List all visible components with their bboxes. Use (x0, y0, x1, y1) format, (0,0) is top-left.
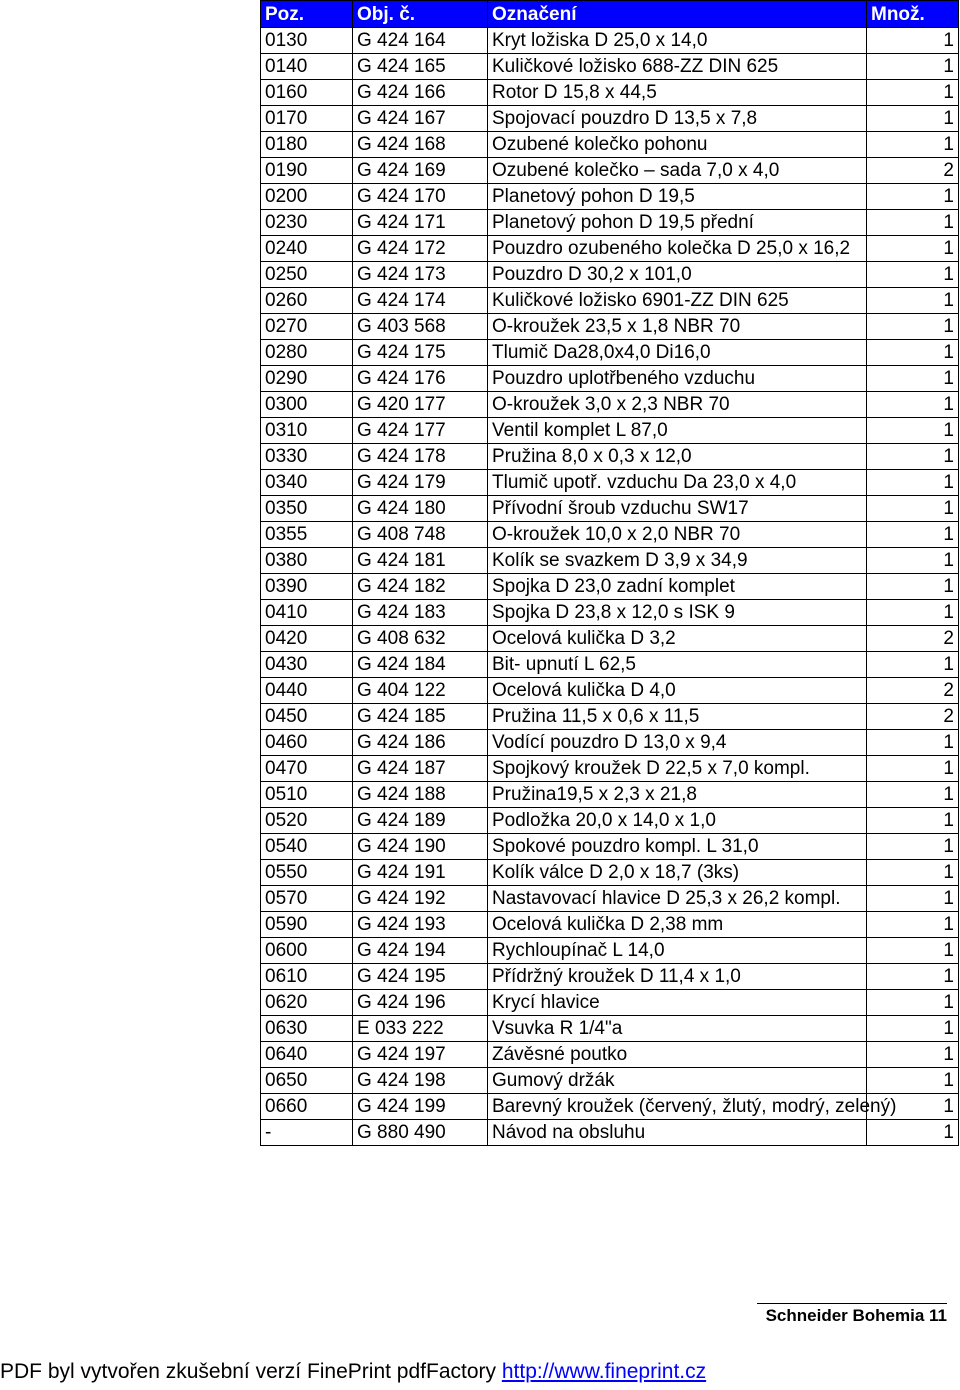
cell-obj: G 424 187 (353, 756, 488, 782)
cell-obj: G 424 195 (353, 964, 488, 990)
cell-pos: 0570 (261, 886, 353, 912)
cell-pos: 0450 (261, 704, 353, 730)
cell-name: Přídržný kroužek D 11,4 x 1,0 (488, 964, 867, 990)
cell-name: Pružina 8,0 x 0,3 x 12,0 (488, 444, 867, 470)
cell-obj: G 424 182 (353, 574, 488, 600)
cell-qty: 1 (867, 990, 959, 1016)
cell-qty: 1 (867, 808, 959, 834)
cell-name: Ozubené kolečko pohonu (488, 132, 867, 158)
cell-pos: 0280 (261, 340, 353, 366)
cell-qty: 1 (867, 964, 959, 990)
cell-pos: 0270 (261, 314, 353, 340)
cell-qty: 1 (867, 834, 959, 860)
cell-qty: 1 (867, 28, 959, 54)
table-row (261, 392, 959, 418)
cell-qty: 1 (867, 912, 959, 938)
cell-pos: 0520 (261, 808, 353, 834)
table-row (261, 340, 959, 366)
cell-qty: 1 (867, 470, 959, 496)
cell-obj: G 424 184 (353, 652, 488, 678)
cell-name: Spojkový kroužek D 22,5 x 7,0 kompl. (488, 756, 867, 782)
cell-obj: G 424 178 (353, 444, 488, 470)
table-row (261, 1120, 959, 1146)
header-name: Označení (488, 1, 867, 28)
cell-qty: 1 (867, 392, 959, 418)
cell-pos: 0290 (261, 366, 353, 392)
cell-name: Barevný kroužek (červený, žlutý, modrý, zelený) (488, 1094, 867, 1120)
cell-pos: 0640 (261, 1042, 353, 1068)
table-row (261, 470, 959, 496)
cell-obj: G 424 192 (353, 886, 488, 912)
cell-obj: G 424 166 (353, 80, 488, 106)
table-row (261, 262, 959, 288)
table-row (261, 808, 959, 834)
cell-obj: G 420 177 (353, 392, 488, 418)
pdf-note-text: PDF byl vytvořen zkušební verzí FinePrint pdfFactory (0, 1360, 502, 1383)
cell-qty: 1 (867, 366, 959, 392)
table-row (261, 158, 959, 184)
cell-name: Pružina19,5 x 2,3 x 21,8 (488, 782, 867, 808)
table-row (261, 288, 959, 314)
cell-name: O-kroužek 23,5 x 1,8 NBR 70 (488, 314, 867, 340)
cell-qty: 2 (867, 678, 959, 704)
cell-obj: G 424 179 (353, 470, 488, 496)
table-row (261, 184, 959, 210)
cell-obj: G 403 568 (353, 314, 488, 340)
table-row (261, 990, 959, 1016)
cell-obj: G 424 174 (353, 288, 488, 314)
table-row (261, 314, 959, 340)
cell-name: Ocelová kulička D 3,2 (488, 626, 867, 652)
cell-pos: 0460 (261, 730, 353, 756)
cell-name: Vsuvka R 1/4"a (488, 1016, 867, 1042)
table-row (261, 964, 959, 990)
cell-qty: 1 (867, 574, 959, 600)
cell-obj: G 424 197 (353, 1042, 488, 1068)
cell-pos: 0630 (261, 1016, 353, 1042)
cell-name: Ozubené kolečko – sada 7,0 x 4,0 (488, 158, 867, 184)
cell-name: Návod na obsluhu (488, 1120, 867, 1146)
cell-pos: 0200 (261, 184, 353, 210)
table-row (261, 80, 959, 106)
cell-obj: G 880 490 (353, 1120, 488, 1146)
cell-name: Závěsné poutko (488, 1042, 867, 1068)
table-row (261, 886, 959, 912)
cell-qty: 1 (867, 756, 959, 782)
cell-pos: 0160 (261, 80, 353, 106)
cell-obj: G 424 186 (353, 730, 488, 756)
table-row (261, 782, 959, 808)
cell-pos: 0130 (261, 28, 353, 54)
cell-obj: G 424 180 (353, 496, 488, 522)
cell-qty: 1 (867, 496, 959, 522)
cell-name: Rychloupínač L 14,0 (488, 938, 867, 964)
cell-obj: G 424 190 (353, 834, 488, 860)
cell-obj: G 424 193 (353, 912, 488, 938)
header-pos: Poz. (261, 1, 353, 28)
cell-name: Ventil komplet L 87,0 (488, 418, 867, 444)
cell-obj: G 424 199 (353, 1094, 488, 1120)
footer-rule (757, 1303, 947, 1304)
cell-obj: G 424 183 (353, 600, 488, 626)
cell-pos: 0230 (261, 210, 353, 236)
cell-name: Spojka D 23,8 x 12,0 s ISK 9 (488, 600, 867, 626)
cell-pos: 0380 (261, 548, 353, 574)
cell-name: Spojovací pouzdro D 13,5 x 7,8 (488, 106, 867, 132)
cell-name: Kryt ložiska D 25,0 x 14,0 (488, 28, 867, 54)
table-row (261, 678, 959, 704)
cell-obj: G 424 185 (353, 704, 488, 730)
cell-name: Vodící pouzdro D 13,0 x 9,4 (488, 730, 867, 756)
table-row (261, 1016, 959, 1042)
cell-pos: 0410 (261, 600, 353, 626)
table-row (261, 834, 959, 860)
header-obj: Obj. č. (353, 1, 488, 28)
cell-name: Pouzdro ozubeného kolečka D 25,0 x 16,2 (488, 236, 867, 262)
cell-name: Bit- upnutí L 62,5 (488, 652, 867, 678)
cell-qty: 1 (867, 938, 959, 964)
cell-name: Pouzdro D 30,2 x 101,0 (488, 262, 867, 288)
cell-qty: 1 (867, 106, 959, 132)
cell-name: Nastavovací hlavice D 25,3 x 26,2 kompl. (488, 886, 867, 912)
table-row (261, 704, 959, 730)
cell-qty: 1 (867, 132, 959, 158)
cell-qty: 1 (867, 54, 959, 80)
cell-obj: E 033 222 (353, 1016, 488, 1042)
cell-name: Rotor D 15,8 x 44,5 (488, 80, 867, 106)
table-row (261, 54, 959, 80)
cell-name: Kolík válce D 2,0 x 18,7 (3ks) (488, 860, 867, 886)
cell-name: Kuličkové ložisko 688-ZZ DIN 625 (488, 54, 867, 80)
cell-pos: 0240 (261, 236, 353, 262)
cell-pos: 0510 (261, 782, 353, 808)
table-row (261, 860, 959, 886)
cell-obj: G 408 748 (353, 522, 488, 548)
table-row (261, 210, 959, 236)
cell-pos: 0440 (261, 678, 353, 704)
pdf-note (0, 1360, 706, 1384)
cell-name: Přívodní šroub vzduchu SW17 (488, 496, 867, 522)
cell-pos: 0350 (261, 496, 353, 522)
cell-qty: 1 (867, 860, 959, 886)
cell-pos: 0420 (261, 626, 353, 652)
cell-obj: G 424 189 (353, 808, 488, 834)
cell-obj: G 404 122 (353, 678, 488, 704)
cell-qty: 1 (867, 652, 959, 678)
cell-obj: G 424 173 (353, 262, 488, 288)
cell-name: Gumový držák (488, 1068, 867, 1094)
cell-qty: 1 (867, 548, 959, 574)
footer-brand-text: Schneider Bohemia 11 (765, 1306, 947, 1325)
pdf-note-link[interactable]: http://www.fineprint.cz (501, 1360, 707, 1383)
table-row (261, 444, 959, 470)
cell-name: Spojka D 23,0 zadní komplet (488, 574, 867, 600)
table-body (261, 28, 959, 1146)
cell-obj: G 424 175 (353, 340, 488, 366)
cell-name: Spokové pouzdro kompl. L 31,0 (488, 834, 867, 860)
cell-name: Podložka 20,0 x 14,0 x 1,0 (488, 808, 867, 834)
cell-pos: 0660 (261, 1094, 353, 1120)
footer-brand (757, 1303, 947, 1326)
cell-name: Kolík se svazkem D 3,9 x 34,9 (488, 548, 867, 574)
cell-qty: 1 (867, 288, 959, 314)
table-row (261, 626, 959, 652)
cell-pos: 0180 (261, 132, 353, 158)
table-row (261, 652, 959, 678)
table-row (261, 574, 959, 600)
cell-obj: G 424 172 (353, 236, 488, 262)
cell-name: Krycí hlavice (488, 990, 867, 1016)
table-row (261, 756, 959, 782)
table-row (261, 522, 959, 548)
cell-qty: 2 (867, 158, 959, 184)
cell-pos: 0540 (261, 834, 353, 860)
cell-obj: G 424 165 (353, 54, 488, 80)
cell-obj: G 424 167 (353, 106, 488, 132)
cell-pos: 0170 (261, 106, 353, 132)
cell-pos: 0590 (261, 912, 353, 938)
cell-qty: 2 (867, 626, 959, 652)
cell-pos: 0260 (261, 288, 353, 314)
table-row (261, 28, 959, 54)
cell-name: O-kroužek 10,0 x 2,0 NBR 70 (488, 522, 867, 548)
cell-name: Planetový pohon D 19,5 přední (488, 210, 867, 236)
table-row (261, 1094, 959, 1120)
cell-pos: 0340 (261, 470, 353, 496)
cell-qty: 1 (867, 522, 959, 548)
table-row (261, 418, 959, 444)
table-row (261, 730, 959, 756)
cell-obj: G 424 181 (353, 548, 488, 574)
cell-qty: 1 (867, 1094, 959, 1120)
cell-obj: G 424 176 (353, 366, 488, 392)
cell-name: Tlumič Da28,0x4,0 Di16,0 (488, 340, 867, 366)
cell-qty: 1 (867, 184, 959, 210)
cell-obj: G 424 177 (353, 418, 488, 444)
cell-obj: G 424 171 (353, 210, 488, 236)
table-row (261, 1042, 959, 1068)
table-row (261, 496, 959, 522)
cell-name: Ocelová kulička D 2,38 mm (488, 912, 867, 938)
cell-pos: 0550 (261, 860, 353, 886)
parts-table (260, 0, 959, 1146)
cell-pos: - (261, 1120, 353, 1146)
table-row (261, 236, 959, 262)
cell-qty: 1 (867, 782, 959, 808)
table-row (261, 548, 959, 574)
cell-qty: 1 (867, 314, 959, 340)
cell-obj: G 424 170 (353, 184, 488, 210)
cell-qty: 1 (867, 1016, 959, 1042)
cell-pos: 0390 (261, 574, 353, 600)
cell-qty: 1 (867, 600, 959, 626)
cell-pos: 0620 (261, 990, 353, 1016)
cell-pos: 0330 (261, 444, 353, 470)
table-row (261, 132, 959, 158)
cell-obj: G 424 164 (353, 28, 488, 54)
cell-qty: 1 (867, 80, 959, 106)
cell-pos: 0300 (261, 392, 353, 418)
cell-pos: 0190 (261, 158, 353, 184)
cell-qty: 2 (867, 704, 959, 730)
cell-name: Planetový pohon D 19,5 (488, 184, 867, 210)
cell-pos: 0310 (261, 418, 353, 444)
cell-pos: 0140 (261, 54, 353, 80)
cell-pos: 0610 (261, 964, 353, 990)
cell-obj: G 424 196 (353, 990, 488, 1016)
cell-pos: 0600 (261, 938, 353, 964)
cell-pos: 0250 (261, 262, 353, 288)
cell-name: Tlumič upotř. vzduchu Da 23,0 x 4,0 (488, 470, 867, 496)
cell-qty: 1 (867, 418, 959, 444)
cell-qty: 1 (867, 886, 959, 912)
cell-obj: G 424 194 (353, 938, 488, 964)
table-header-row (261, 1, 959, 28)
cell-qty: 1 (867, 730, 959, 756)
table-row (261, 938, 959, 964)
cell-qty: 1 (867, 236, 959, 262)
cell-obj: G 424 188 (353, 782, 488, 808)
table-row (261, 106, 959, 132)
cell-obj: G 408 632 (353, 626, 488, 652)
cell-pos: 0430 (261, 652, 353, 678)
cell-qty: 1 (867, 262, 959, 288)
cell-pos: 0355 (261, 522, 353, 548)
table-row (261, 366, 959, 392)
cell-qty: 1 (867, 1042, 959, 1068)
cell-name: Ocelová kulička D 4,0 (488, 678, 867, 704)
cell-pos: 0470 (261, 756, 353, 782)
cell-obj: G 424 169 (353, 158, 488, 184)
cell-qty: 1 (867, 340, 959, 366)
cell-name: Pouzdro uplotřbeného vzduchu (488, 366, 867, 392)
cell-qty: 1 (867, 210, 959, 236)
cell-obj: G 424 168 (353, 132, 488, 158)
cell-name: Kuličkové ložisko 6901-ZZ DIN 625 (488, 288, 867, 314)
table-row (261, 912, 959, 938)
cell-qty: 1 (867, 1068, 959, 1094)
table-row (261, 600, 959, 626)
cell-pos: 0650 (261, 1068, 353, 1094)
cell-qty: 1 (867, 1120, 959, 1146)
header-qty: Množ. (867, 1, 959, 28)
cell-qty: 1 (867, 444, 959, 470)
cell-name: O-kroužek 3,0 x 2,3 NBR 70 (488, 392, 867, 418)
cell-obj: G 424 198 (353, 1068, 488, 1094)
cell-name: Pružina 11,5 x 0,6 x 11,5 (488, 704, 867, 730)
cell-obj: G 424 191 (353, 860, 488, 886)
table-row (261, 1068, 959, 1094)
